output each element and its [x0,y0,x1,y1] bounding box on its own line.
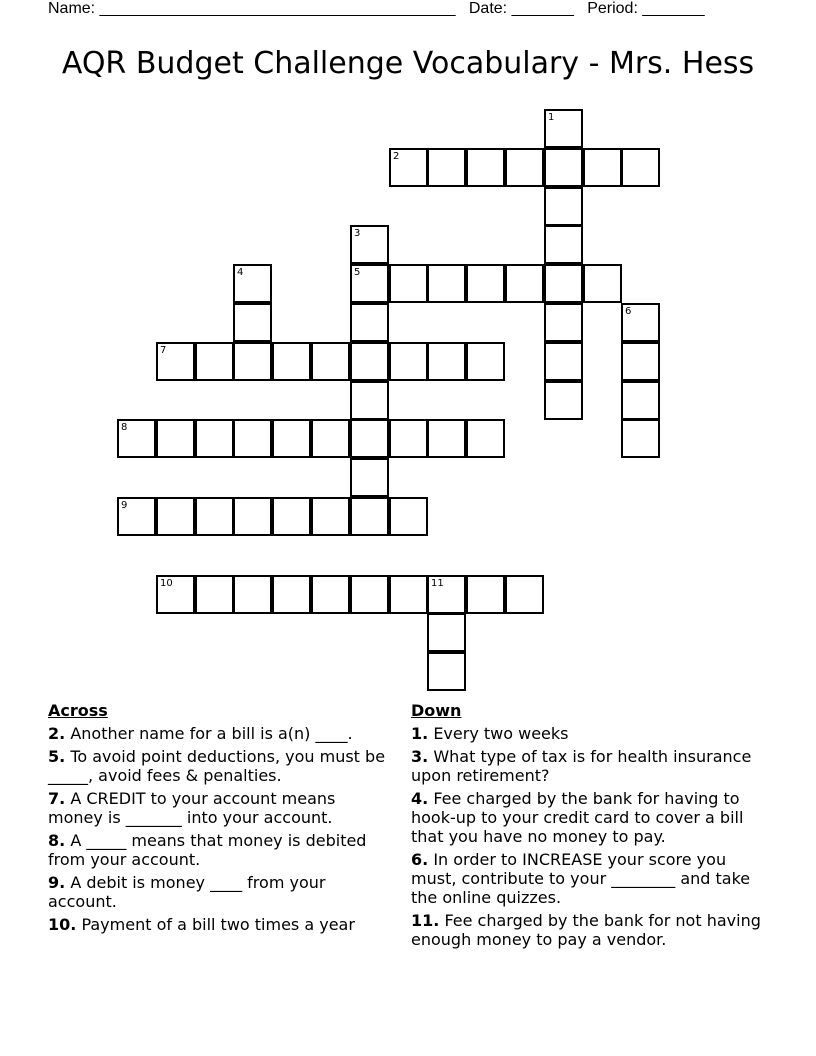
crossword-cell[interactable] [583,148,622,187]
crossword-cell[interactable] [544,148,583,187]
crossword-cell[interactable] [233,419,272,458]
clue-number: 5. [48,747,66,766]
crossword-cell[interactable] [195,342,234,381]
crossword-cell[interactable] [350,497,389,536]
crossword-cell[interactable] [621,148,660,187]
crossword-cell[interactable] [233,264,272,303]
crossword-cell[interactable] [350,458,389,497]
clue-down-6 [411,850,776,907]
clue-down-11 [411,911,776,949]
cell-number: 2 [393,151,400,162]
cell-number: 6 [625,306,632,317]
clue-text: Payment of a bill two times a year [81,915,355,934]
crossword-cell[interactable] [466,575,505,614]
clue-number: 11. [411,911,440,930]
across-clues [48,701,393,938]
date-label: Date: [468,0,508,17]
crossword-cell[interactable] [156,342,195,381]
crossword-cell[interactable] [427,613,466,652]
crossword-cell[interactable] [544,109,583,148]
across-heading: Across [48,701,108,720]
crossword-cell[interactable] [311,575,350,614]
crossword-cell[interactable] [427,419,466,458]
crossword-cell[interactable] [233,342,272,381]
name-blank[interactable]: ________________________________________ [99,0,456,17]
clue-across-2 [48,724,393,743]
crossword-cell[interactable] [350,381,389,420]
crossword-cell[interactable] [583,264,622,303]
crossword-cell[interactable] [233,303,272,342]
crossword-cell[interactable] [505,148,544,187]
crossword-cell[interactable] [505,575,544,614]
crossword-cell[interactable] [311,497,350,536]
clue-number: 7. [48,789,66,808]
crossword-cell[interactable] [427,575,466,614]
crossword-cell[interactable] [427,264,466,303]
period-blank[interactable]: _______ [642,0,705,17]
clue-text: Every two weeks [433,724,569,743]
crossword-cell[interactable] [505,264,544,303]
clue-text: A debit is money ____ from your account. [48,873,326,911]
clue-across-10 [48,915,393,934]
crossword-cell[interactable] [427,652,466,691]
crossword-cell[interactable] [389,148,428,187]
clue-text: What type of tax is for health insurance upon retirement? [411,747,752,785]
cell-number: 8 [121,422,128,433]
clue-down-4 [411,789,776,846]
clue-down-1 [411,724,776,743]
crossword-cell[interactable] [117,419,156,458]
crossword-cell[interactable] [156,419,195,458]
clue-across-9 [48,873,393,911]
crossword-cell[interactable] [233,575,272,614]
crossword-cell[interactable] [389,575,428,614]
crossword-cell[interactable] [233,497,272,536]
cell-number: 4 [237,267,244,278]
crossword-cell[interactable] [544,187,583,226]
clue-text: Another name for a bill is a(n) ____. [70,724,353,743]
crossword-cell[interactable] [621,419,660,458]
crossword-cell[interactable] [350,342,389,381]
cell-number: 10 [160,578,173,589]
crossword-cell[interactable] [272,575,311,614]
crossword-cell[interactable] [389,419,428,458]
crossword-cell[interactable] [156,575,195,614]
down-clues [411,701,776,953]
crossword-cell[interactable] [621,342,660,381]
cell-number: 7 [160,345,167,356]
crossword-cell[interactable] [272,497,311,536]
clue-number: 8. [48,831,66,850]
cell-number: 9 [121,500,128,511]
clue-number: 6. [411,850,429,869]
cell-number: 11 [431,578,444,589]
crossword-cell[interactable] [350,575,389,614]
crossword-cell[interactable] [544,225,583,264]
crossword-cell[interactable] [272,342,311,381]
crossword-cell[interactable] [350,264,389,303]
clue-number: 10. [48,915,77,934]
crossword-cell[interactable] [195,575,234,614]
cell-number: 1 [548,112,555,123]
crossword-cell[interactable] [350,225,389,264]
clue-number: 1. [411,724,429,743]
clue-text: In order to INCREASE your score you must, contribute to your ________ and take the online quizzes. [411,850,751,907]
clue-number: 4. [411,789,429,808]
clue-across-7 [48,789,393,827]
crossword-cell[interactable] [389,342,428,381]
name-label: Name: [48,0,96,17]
crossword-cell[interactable] [311,342,350,381]
clue-number: 2. [48,724,66,743]
clue-text: Fee charged by the bank for having to hook-up to your credit card to cover a bill that you have no money to pay. [411,789,744,846]
crossword-cell[interactable] [427,342,466,381]
crossword-cell[interactable] [389,264,428,303]
crossword-cell[interactable] [466,419,505,458]
cell-number: 3 [354,228,361,239]
crossword-cell[interactable] [544,303,583,342]
crossword-cell[interactable] [195,419,234,458]
date-blank[interactable]: _______ [511,0,574,17]
crossword-cell[interactable] [621,381,660,420]
crossword-cell[interactable] [311,419,350,458]
crossword-cell[interactable] [272,419,311,458]
crossword-cell[interactable] [156,497,195,536]
crossword-cell[interactable] [466,264,505,303]
down-heading: Down [411,701,462,720]
crossword-cell[interactable] [466,148,505,187]
clue-across-5 [48,747,393,785]
crossword-cell[interactable] [544,264,583,303]
crossword-cell[interactable] [621,303,660,342]
clue-text: A _____ means that money is debited from your account. [48,831,367,869]
clue-down-3 [411,747,776,785]
clue-across-8 [48,831,393,869]
clue-text: To avoid point deductions, you must be _____, avoid fees & penalties. [48,747,386,785]
cell-number: 5 [354,267,361,278]
crossword-cell[interactable] [350,303,389,342]
clue-text: Fee charged by the bank for not having enough money to pay a vendor. [411,911,761,949]
period-label: Period: [587,0,638,17]
crossword-cell[interactable] [544,381,583,420]
clue-number: 9. [48,873,66,892]
clue-number: 3. [411,747,429,766]
crossword-cell[interactable] [389,497,428,536]
crossword-cell[interactable] [350,419,389,458]
crossword-cell[interactable] [466,342,505,381]
crossword-cell[interactable] [195,497,234,536]
page-title: AQR Budget Challenge Vocabulary - Mrs. Hess [61,46,755,81]
crossword-cell[interactable] [117,497,156,536]
crossword-cell[interactable] [427,148,466,187]
clue-text: A CREDIT to your account means money is _______ into your account. [48,789,336,827]
crossword-cell[interactable] [544,342,583,381]
